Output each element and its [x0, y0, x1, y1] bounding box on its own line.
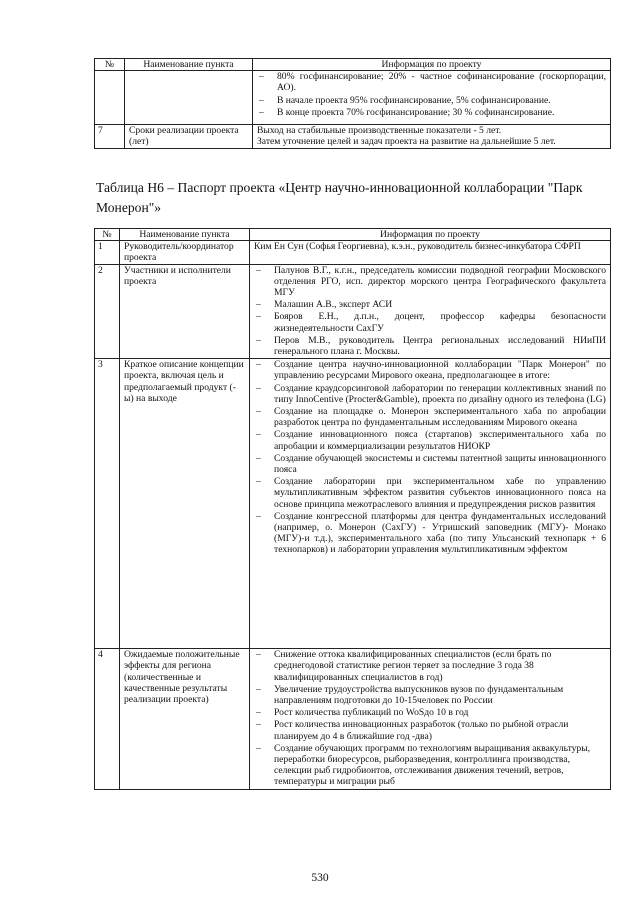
row-number: 3 [95, 359, 120, 649]
project-passport-table [94, 228, 611, 790]
financing-list [257, 71, 606, 118]
header-number: № [95, 229, 120, 241]
row-project-info [250, 264, 611, 359]
participants-list [254, 265, 606, 358]
list-item: – 80% госфинансирование; 20% - частное софинансирование (госкорпорации, АО). [257, 71, 606, 93]
list-item: – Создание на площадке о. Монерон экспериментального хаба по апробации разработок центра по фундаментальным исследованиям Мирового океана [254, 406, 606, 428]
row-item-name: Ожидаемые положительные эффекты для региона (количественные и качественные результаты реализации проекта) [120, 649, 250, 789]
table-header-row [95, 229, 611, 241]
row-project-info: Ким Ен Сун (Софья Георгиевна), к.э.н., руководитель бизнес-инкубатора СФРП [250, 241, 611, 264]
table-row [95, 359, 611, 649]
row-item-name [125, 71, 253, 125]
table-row [95, 264, 611, 359]
header-project-info: Информация по проекту [253, 59, 611, 71]
list-item: – Создание инновационного пояса (стартапов) экспериментального хаба по апробации и коммерциализации результатов НИОКР [254, 429, 606, 451]
row-number: 1 [95, 241, 120, 264]
list-item: – Создание конгрессной платформы для центра фундаментальных исследований (например, о. Монерон (СахГУ) - Утришский заповедник (МГУ)- Монако (МГУ)-и т.д.), экспериментального хаба (по типу Ульсанский технопарк + 6 технопарков) и лаборатории управления мультипликативным эффектом [254, 511, 606, 556]
list-item: – Создание обучающих программ по технологиям выращивания аквакультуры, переработки биоресурсов, рыборазведения, контроллинга производства, селекции рыб гидробионтов, отслеживания движения течений, ветров, температуры и миграции рыб [254, 743, 606, 788]
row-project-info [250, 649, 611, 789]
list-item: – Палунов В.Г., к.г.н., председатель комиссии подводной географии Московского отделения РГО, исп. директор морского центра Географического факультета МГУ [254, 265, 606, 299]
header-item-name: Наименование пункта [125, 59, 253, 71]
list-item: – Перов М.В., руководитель Центра региональных исследований НИиПИ генерального плана г. Москвы. [254, 335, 606, 357]
list-item: – Создание центра научно-инновационной коллаборации "Парк Монерон" по управлению ресурсами Мирового океана, предполагающее в итоге: [254, 359, 606, 381]
page-number: 530 [311, 872, 329, 884]
info-line: Выход на стабильные производственные показатели - 5 лет. [257, 125, 502, 137]
list-item: – В конце проекта 70% госфинансирование; 30 % софинансирование. [257, 107, 606, 118]
row-item-name: Сроки реализации проекта (лет) [125, 125, 253, 148]
row-project-info [253, 71, 611, 125]
list-item: – Бояров Е.Н., д.п.н., доцент, профессор кафедры безопасности жизнедеятельности СахГУ [254, 311, 606, 333]
info-line: Затем уточнение целей и задач проекта на развитие на дальнейшие 5 лет. [257, 136, 556, 148]
row-item-name: Руководитель/координатор проекта [120, 241, 250, 264]
concept-list [254, 359, 606, 555]
row-number: 7 [95, 125, 125, 148]
row-number: 2 [95, 264, 120, 359]
row-item-name: Участники и исполнители проекта [120, 264, 250, 359]
row-project-info [253, 125, 611, 148]
list-item: – В начале проекта 95% госфинансирование, 5% софинансирование. [257, 95, 606, 106]
table-row [95, 125, 611, 148]
list-item: – Малашин А.В., эксперт АСИ [254, 299, 606, 310]
row-number [95, 71, 125, 125]
list-item: – Снижение оттока квалифицированных специалистов (если брать по среднегодовой статистике регион теряет за последние 3 года 38 квалифицированных специалистов в год) [254, 649, 606, 683]
effects-list [254, 649, 606, 787]
row-project-info [250, 359, 611, 649]
list-item: – Увеличение трудоустройства выпускников вузов по фундаментальным направлениям подготовки до 10-15человек по России [254, 684, 606, 706]
list-item: – Создание обучающей экосистемы и системы патентной защиты инновационного пояса [254, 453, 606, 475]
row-item-name: Краткое описание концепции проекта, включая цель и предполагаемый продукт (-ы) на выходе [120, 359, 250, 649]
table-row [95, 241, 611, 264]
table-caption: Таблица Н6 – Паспорт проекта «Центр научно-инновационной коллаборации "Парк Монерон"» [96, 180, 583, 215]
list-item: – Создание краудсорсинговой лаборатории по генерации коллективных знаний по типу InnoCentive (Procter&Gamble), проекта по дизайну одного из телефона (LG) [254, 383, 606, 405]
row-number: 4 [95, 649, 120, 789]
continuation-table [94, 58, 611, 149]
header-number: № [95, 59, 125, 71]
list-item: – Рост количества инновационных разработок (только по рыбной отрасли планируем до 4 в ближайшие год -два) [254, 719, 606, 741]
table-row [95, 71, 611, 125]
table-row [95, 649, 611, 789]
header-item-name: Наименование пункта [120, 229, 250, 241]
list-item: – Создание лаборатории при экспериментальном хабе по управлению мультипликативным эффектом развития субъектов инновационного пояса на основе принципа межотраслевого влияния и предупреждения рисков развития [254, 476, 606, 510]
list-item: – Рост количества публикаций по WoSдо 10 в год [254, 707, 606, 718]
header-project-info: Информация по проекту [250, 229, 611, 241]
table-header-row [95, 59, 611, 71]
